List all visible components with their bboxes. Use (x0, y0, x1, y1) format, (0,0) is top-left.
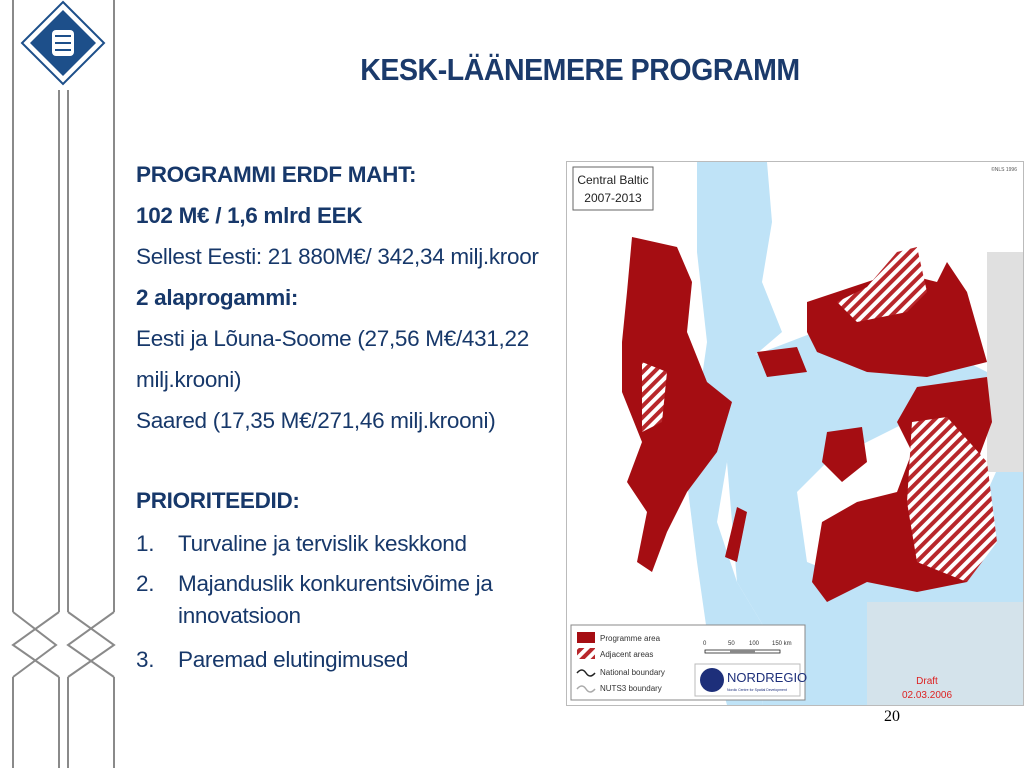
estonia-share: Sellest Eesti: 21 880M€/ 342,34 milj.kroor (136, 244, 539, 269)
coat-of-arms-logo (22, 2, 104, 84)
svg-text:NORDREGIO: NORDREGIO (727, 670, 808, 685)
subprograms-heading: 2 alaprogammi: (136, 285, 299, 310)
erdf-heading: PROGRAMMI ERDF MAHT: (136, 162, 417, 187)
svg-text:Adjacent areas: Adjacent areas (600, 650, 654, 659)
subprogram-1-cont: milj.krooni) (136, 367, 242, 392)
priority-3: 3. Paremad elutingimused (136, 647, 409, 672)
central-baltic-map (566, 161, 1024, 706)
page-number: 20 (884, 708, 900, 725)
draft-label: Draft (916, 676, 938, 687)
draft-date: 02.03.2006 (901, 690, 953, 701)
nordregio-logo-icon (700, 668, 724, 692)
svg-text:NUTS3 boundary: NUTS3 boundary (600, 684, 662, 693)
map-years: 2007-2013 (584, 191, 642, 205)
svg-text:0: 0 (703, 641, 707, 647)
erdf-total: 102 M€ / 1,6 mlrd EEK (136, 203, 363, 228)
decorative-border (0, 0, 130, 768)
priorities-heading: PRIORITEEDID: (136, 488, 300, 513)
priority-1: 1. Turvaline ja tervislik keskkond (136, 531, 467, 556)
slide-title: KESK-LÄÄNEMERE PROGRAMM (360, 52, 800, 87)
priority-2-cont: innovatsioon (178, 603, 301, 628)
map-title: Central Baltic (577, 173, 649, 187)
map-copyright: ©NLS 1996 (991, 167, 1017, 173)
priority-2: 2. Majanduslik konkurentsivõime ja (136, 571, 493, 596)
svg-text:National boundary: National boundary (600, 668, 665, 677)
svg-text:Nordic Centre for Spatial Deve: Nordic Centre for Spatial Development (727, 688, 787, 692)
map-legend (571, 625, 807, 700)
svg-text:Programme area: Programme area (600, 634, 661, 643)
svg-text:50: 50 (728, 641, 735, 647)
subprogram-1: Eesti ja Lõuna-Soome (27,56 M€/431,22 (136, 326, 529, 351)
subprogram-2: Saared (17,35 M€/271,46 milj.krooni) (136, 408, 496, 433)
svg-text:150 km: 150 km (772, 641, 792, 647)
svg-text:100: 100 (749, 641, 760, 647)
